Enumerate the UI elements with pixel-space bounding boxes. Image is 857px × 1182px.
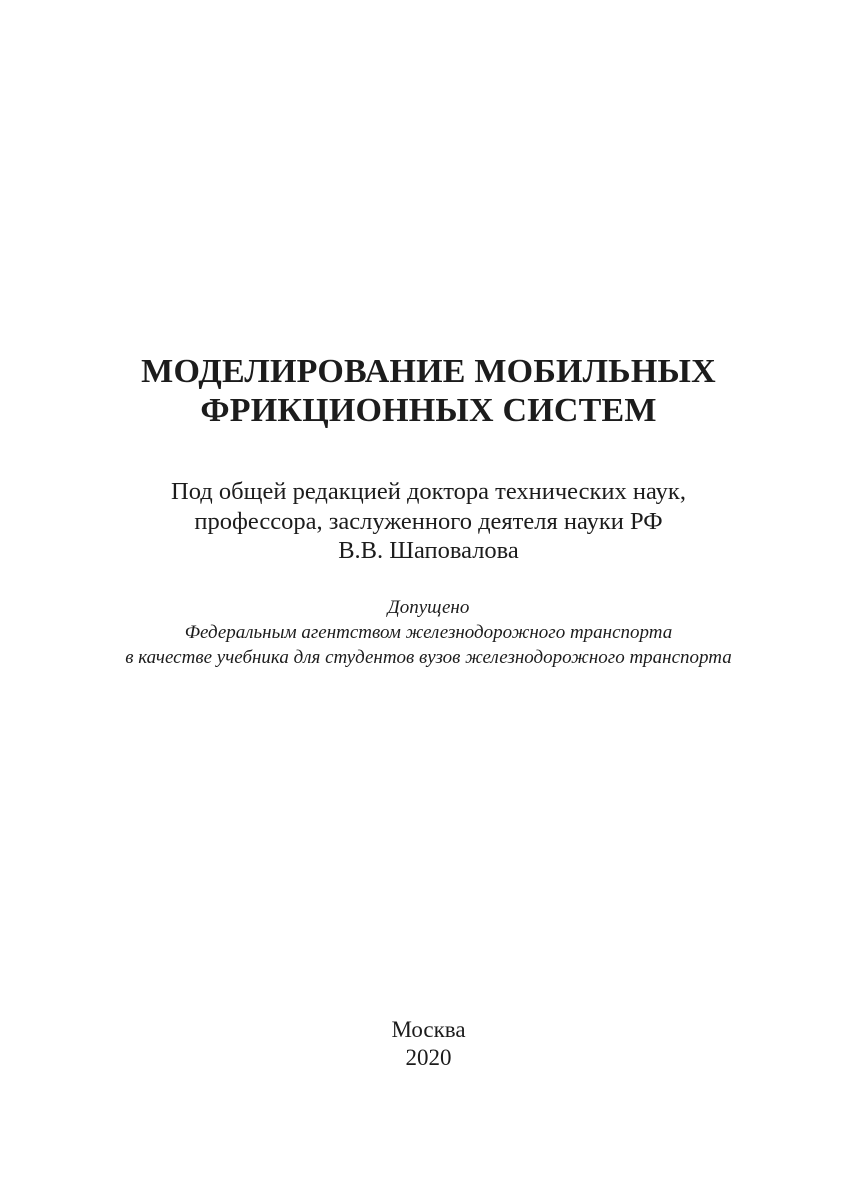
imprint <box>0 1016 857 1072</box>
approval-line-2: Федеральным агентством железнодорожного транспорта <box>184 622 673 643</box>
editor-credit-line-1: Под общей редакцией доктора технических наук, <box>171 478 686 505</box>
approval-note <box>0 595 857 670</box>
imprint-year: 2020 <box>405 1045 452 1070</box>
approval-line-3: в качестве учебника для студентов вузов железнодорожного транспорта <box>125 647 732 668</box>
editor-name: В.В. Шаповалова <box>338 537 519 564</box>
book-title-line-2: ФРИКЦИОННЫХ СИСТЕМ <box>200 392 657 429</box>
editor-credit-line-2: профессора, заслуженного деятеля науки РФ <box>194 507 663 535</box>
editor-credit <box>0 477 857 566</box>
imprint-city: Москва <box>391 1017 466 1042</box>
book-title-line-1: МОДЕЛИРОВАНИЕ МОБИЛЬНЫХ <box>141 353 716 390</box>
approval-heading: Допущено <box>387 597 470 618</box>
book-title <box>0 352 857 430</box>
